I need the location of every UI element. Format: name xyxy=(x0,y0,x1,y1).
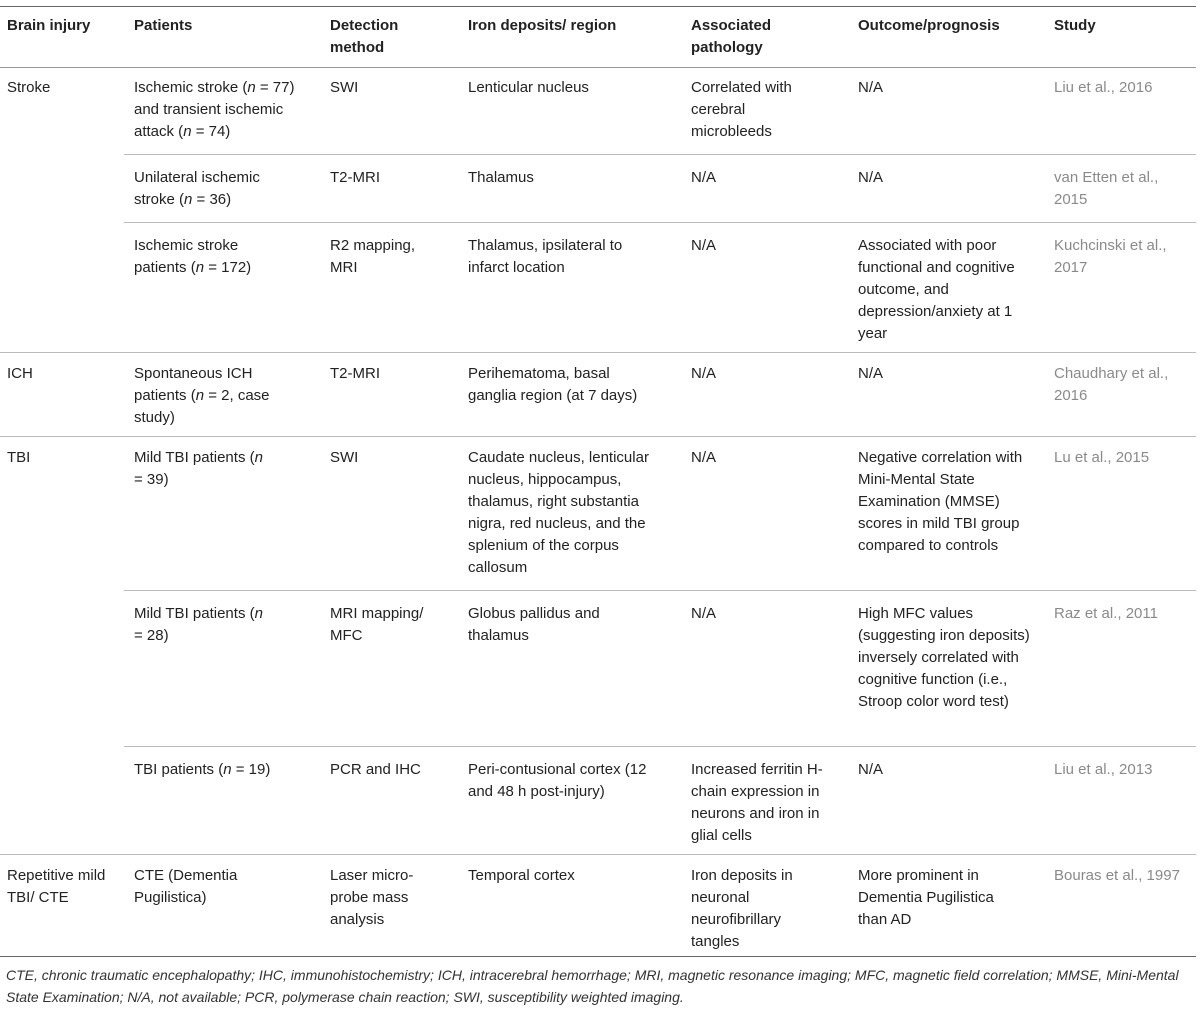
cell-study: Chaudhary et al., 2016 xyxy=(1054,365,1169,404)
cell-study: Liu et al., 2013 xyxy=(1054,761,1153,778)
cell-pathology: Correlated with cerebral microbleeds xyxy=(691,79,792,140)
cell-pathology: N/A xyxy=(691,169,717,186)
cell-pathology: Increased ferritin H-chain expression in neurons and iron in glial cells xyxy=(691,761,823,844)
cell-study: Bouras et al., 1997 xyxy=(1054,867,1180,884)
row-rule xyxy=(124,746,1196,747)
cell-detection: PCR and IHC xyxy=(330,761,421,778)
cell-patients: Mild TBI patients (n = 28) xyxy=(134,605,263,644)
group-label-stroke: Stroke xyxy=(7,79,51,96)
cell-outcome: N/A xyxy=(858,761,884,778)
cell-iron: Thalamus, ipsilateral to infarct location xyxy=(468,237,623,276)
cell-detection: SWI xyxy=(330,79,359,96)
group-rule xyxy=(0,436,1196,437)
header-brain-injury: Brain injury xyxy=(7,17,91,34)
header-patients: Patients xyxy=(134,17,193,34)
header-associated-pathology: Associated pathology xyxy=(691,17,772,56)
row-rule xyxy=(124,154,1196,155)
cell-study: Liu et al., 2016 xyxy=(1054,79,1153,96)
cell-detection: T2-MRI xyxy=(330,365,380,382)
cell-outcome: Associated with poor functional and cognitive outcome, and depression/anxiety at 1 year xyxy=(858,237,1015,342)
cell-patients: Ischemic stroke patients (n = 172) xyxy=(134,237,252,276)
cell-iron: Temporal cortex xyxy=(468,867,575,884)
row-rule xyxy=(124,222,1196,223)
cell-iron: Perihematoma, basal ganglia region (at 7 days) xyxy=(468,365,638,404)
cell-study: van Etten et al., 2015 xyxy=(1054,169,1159,208)
cell-iron: Lenticular nucleus xyxy=(468,79,589,96)
group-label-ich: ICH xyxy=(7,365,33,382)
row-rule xyxy=(124,590,1196,591)
cell-outcome: Negative correlation with Mini-Mental State Examination (MMSE) scores in mild TBI group compared to controls xyxy=(858,449,1023,554)
cell-iron: Globus pallidus and thalamus xyxy=(468,605,600,644)
cell-outcome: N/A xyxy=(858,79,884,96)
table-top-rule xyxy=(0,6,1196,7)
cell-patients: Ischemic stroke (n = 77) and transient ischemic attack (n = 74) xyxy=(134,79,295,140)
cell-detection: T2-MRI xyxy=(330,169,380,186)
header-rule xyxy=(0,67,1196,68)
cell-detection: Laser micro-probe mass analysis xyxy=(330,867,414,928)
cell-outcome: More prominent in Dementia Pugilistica than AD xyxy=(858,867,994,928)
cell-iron: Peri-contusional cortex (12 and 48 h post-injury) xyxy=(468,761,647,800)
group-label-tbi: TBI xyxy=(7,449,31,466)
cell-patients: CTE (Dementia Pugilistica) xyxy=(134,867,238,906)
cell-patients: Mild TBI patients (n = 39) xyxy=(134,449,263,488)
cell-pathology: N/A xyxy=(691,237,717,254)
cell-outcome: High MFC values (suggesting iron deposits) inversely correlated with cognitive function (i.e., Stroop color word test) xyxy=(858,605,1030,710)
cell-iron: Caudate nucleus, lenticular nucleus, hippocampus, thalamus, right substantia nigra, red nucleus, and the splenium of the corpus callosum xyxy=(468,449,649,576)
cell-detection: SWI xyxy=(330,449,359,466)
cell-patients: Spontaneous ICH patients (n = 2, case study) xyxy=(134,365,270,426)
cell-detection: R2 mapping, MRI xyxy=(330,237,416,276)
cell-patients: Unilateral ischemic stroke (n = 36) xyxy=(134,169,260,208)
cell-pathology: Iron deposits in neuronal neurofibrillary tangles xyxy=(691,867,793,950)
cell-iron: Thalamus xyxy=(468,169,534,186)
group-label-cte: Repetitive mild TBI/ CTE xyxy=(7,867,106,906)
header-iron-deposits: Iron deposits/ region xyxy=(468,17,617,34)
header-detection-method: Detection method xyxy=(330,17,399,56)
cell-pathology: N/A xyxy=(691,605,717,622)
cell-study: Kuchcinski et al., 2017 xyxy=(1054,237,1167,276)
cell-study: Raz et al., 2011 xyxy=(1054,605,1158,622)
cell-outcome: N/A xyxy=(858,365,884,382)
cell-pathology: N/A xyxy=(691,365,717,382)
table-footnote: CTE, chronic traumatic encephalopathy; IHC, immunohistochemistry; ICH, intracerebral hemorrhage; MRI, magnetic resonance imaging; MFC, magnetic field correlation; MMSE, Mini-Mental State Examination; N/A, not available; PCR, polymerase chain reaction; SWI, susceptibility weighted imaging. xyxy=(6,967,1179,1005)
header-outcome: Outcome/prognosis xyxy=(858,17,1000,34)
cell-study: Lu et al., 2015 xyxy=(1054,449,1150,466)
group-rule xyxy=(0,352,1196,353)
table-bottom-rule xyxy=(0,956,1196,957)
group-rule xyxy=(0,854,1196,855)
cell-detection: MRI mapping/ MFC xyxy=(330,605,424,644)
cell-outcome: N/A xyxy=(858,169,884,186)
cell-patients: TBI patients (n = 19) xyxy=(134,761,271,778)
header-study: Study xyxy=(1054,17,1096,34)
cell-pathology: N/A xyxy=(691,449,717,466)
